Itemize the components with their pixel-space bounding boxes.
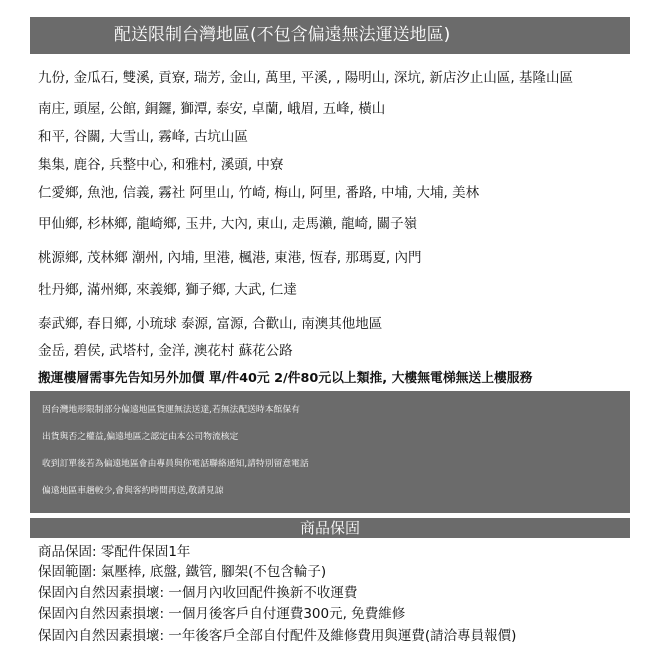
notice-line: 偏遠地區車趟較少,會與客約時間再送,敬請見諒: [42, 486, 224, 496]
warranty-line: 保固內自然因素損壞: 一年後客戶全部自付配件及維修費用與運費(請洽專員報價): [38, 628, 517, 644]
area-line: 牡丹鄉, 滿州鄉, 來義鄉, 獅子鄉, 大武, 仁達: [38, 282, 297, 298]
warranty-header: [30, 518, 630, 538]
notice-line: 出貨與否之權益,偏遠地區之認定由本公司物流核定: [42, 432, 239, 442]
remote-area-notice: [30, 391, 630, 513]
notice-line: 因台灣地形限制部分偏遠地區貨運無法送達,若無法配送時本館保有: [42, 405, 300, 415]
delivery-limit-title: 配送限制台灣地區(不包含偏遠無法運送地區): [114, 25, 451, 45]
area-line: 仁愛鄉, 魚池, 信義, 霧社 阿里山, 竹崎, 梅山, 阿里, 番路, 中埔, 大埔, 美林: [38, 185, 480, 201]
notice-line: 收到訂單後若為偏遠地區會由專員與你電話聯絡通知,請特別留意電話: [42, 459, 309, 469]
area-line: 九份, 金瓜石, 雙溪, 貢寮, 瑞芳, 金山, 萬里, 平溪, , 陽明山, 深坑, 新店汐止山區, 基隆山區: [38, 70, 573, 86]
area-line: 集集, 鹿谷, 兵整中心, 和雅村, 溪頭, 中寮: [38, 157, 284, 173]
warranty-title: 商品保固: [299, 519, 360, 537]
warranty-line: 保固內自然因素損壞: 一個月內收回配件換新不收運費: [38, 585, 358, 601]
area-line: 桃源鄉, 茂林鄉 潮州, 內埔, 里港, 楓港, 東港, 恆春, 那瑪夏, 內門: [38, 250, 422, 266]
area-line: 泰武鄉, 春日鄉, 小琉球 泰源, 富源, 合歡山, 南澳其他地區: [38, 316, 383, 332]
warranty-line: 保固範圍: 氣壓棒, 底盤, 鐵管, 腳架(不包含輪子): [38, 564, 327, 580]
warranty-line: 商品保固: 零配件保固1年: [38, 544, 191, 560]
area-line: 和平, 谷關, 大雪山, 霧峰, 古坑山區: [38, 129, 248, 145]
warranty-line: 保固內自然因素損壞: 一個月後客戶自付運費300元, 免費維修: [38, 606, 406, 622]
area-line: 南庄, 頭屋, 公館, 銅鑼, 獅潭, 泰安, 卓蘭, 峨眉, 五峰, 橫山: [38, 101, 386, 117]
area-line: 甲仙鄉, 杉林鄉, 龍崎鄉, 玉井, 大內, 東山, 走馬瀨, 龍崎, 關子嶺: [38, 216, 418, 232]
shipping-fee-note: 搬運樓層需事先告知另外加價 單/件40元 2/件80元以上類推, 大樓無電梯無送上樓服務: [38, 371, 533, 386]
area-line: 金岳, 碧侯, 武塔村, 金洋, 澳花村 蘇花公路: [38, 343, 293, 359]
delivery-limit-header: [30, 17, 630, 54]
